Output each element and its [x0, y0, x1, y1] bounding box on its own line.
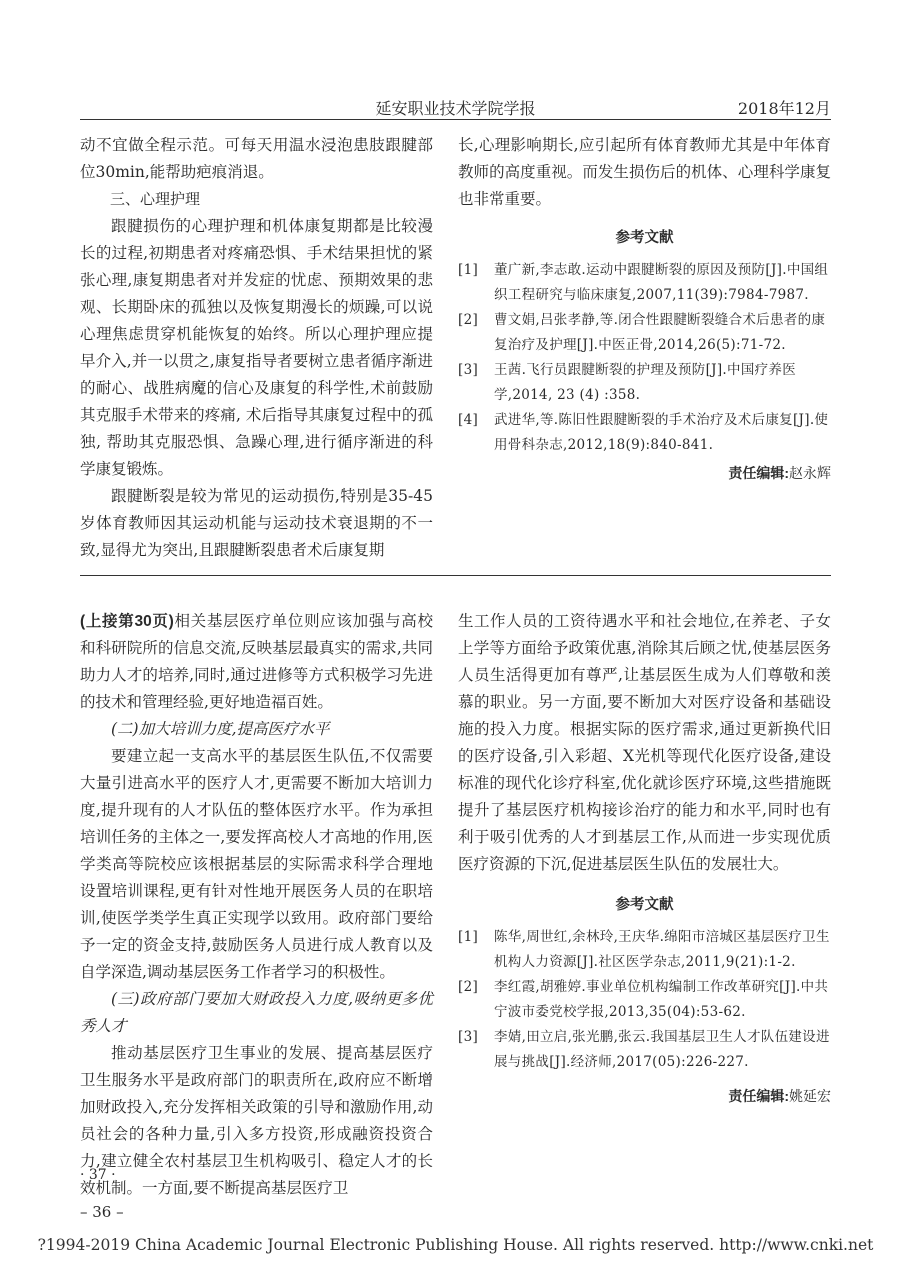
reference-text: 陈华,周世红,余林玲,王庆华.绵阳市涪城区基层医疗卫生机构人力资源[J].社区医学杂志,2011,9(21):1-2. — [494, 929, 830, 970]
references-heading: 参考文献 — [615, 897, 674, 913]
subsection-heading: (三)政府部门要加大财政投入力度,吸纳更多优秀人才 — [80, 990, 433, 1035]
paragraph-text: 相关基层医疗单位则应该加强与高校和科研院所的信息交流,反映基层最真实的需求,共同助力人才的培养,同时,通过进修等方式积极学习先进的技术和管理经验,更好地造福百姓。 — [80, 612, 433, 711]
top-left-column — [80, 132, 433, 564]
responsible-editor — [458, 1083, 831, 1111]
page-marker: · 37 · — [80, 1167, 116, 1183]
paragraph: 推动基层医疗卫生事业的发展、提高基层医疗卫生服务水平是政府部门的职责所在,政府应不断增加财政投入,充分发挥相关政策的引导和激励作用,动员社会的各种力量,引入多方投资,形成融资投资合力,建立健全农村基层卫生机构吸引、稳定人才的长效机制。一方面,要不断提高基层医疗卫 — [80, 1044, 433, 1197]
paragraph: 动不宜做全程示范。可每天用温水浸泡患肢跟腱部位30min,能帮助疤痕消退。 — [80, 136, 433, 181]
reference-text: 李红霞,胡雅婷.事业单位机构编制工作改革研究[J].中共宁波市委党校学报,2013,35(04):53-62. — [494, 979, 829, 1020]
reference-number: [4] — [458, 412, 479, 428]
section-heading: 三、心理护理 — [110, 191, 201, 208]
paragraph: 跟腱损伤的心理护理和机体康复期都是比较漫长的过程,初期患者对疼痛恐惧、手术结果担忧的紧张心理,康复期患者对并发症的忧虑、预期效果的悲观、长期卧床的孤独以及恢复期漫长的烦躁,可以说心理焦虑贯穿机能恢复的始终。所以心理护理应提早介入,并一以贯之,康复指导者要树立患者循序渐进的耐心、战胜病魔的信心及康复的科学性,术前鼓励其克服手术带来的疼痛, 术后指导其康复过程中的孤独, 帮助其克服恐惧、急躁心理,进行循序渐进的科学康复锻炼。 — [80, 217, 433, 478]
reference-number: [2] — [458, 312, 479, 328]
reference-text: 武进华,等.陈旧性跟腱断裂的手术治疗及术后康复[J].使用骨科杂志,2012,18(9):840-841. — [494, 412, 829, 453]
reference-text: 董广新,李志敢.运动中跟腱断裂的原因及预防[J].中国组织工程研究与临床康复,2007,11(39):7984-7987. — [494, 262, 829, 303]
reference-number: [2] — [458, 979, 479, 995]
reference-item — [458, 408, 831, 458]
reference-number: [3] — [458, 362, 479, 378]
issue-date: 2018年12月 — [737, 99, 831, 118]
reference-number: [1] — [458, 262, 479, 278]
page-number: – 36 – — [80, 1203, 124, 1221]
reference-text: 李婧,田立启,张光鹏,张云.我国基层卫生人才队伍建设进展与挑战[J].经济师,2017(05):226-227. — [494, 1029, 830, 1070]
top-right-column — [458, 132, 831, 488]
reference-number: [1] — [458, 929, 479, 945]
continuation-label: (上接第30页) — [80, 613, 174, 630]
reference-item — [458, 358, 831, 408]
paragraph: 跟腱断裂是较为常见的运动损伤,特别是35-45岁体育教师因其运动机能与运动技术衰退期的不一致,显得尤为突出,且跟腱断裂患者术后康复期 — [80, 487, 433, 559]
bottom-right-column — [458, 608, 831, 1111]
editor-name: 姚延宏 — [789, 1089, 831, 1105]
paragraph: 生工作人员的工资待遇水平和社会地位,在养老、子女上学等方面给予政策优惠,消除其后顾之忧,使基层医务人员生活得更加有尊严,让基层医生成为人们尊敬和羡慕的职业。另一方面,要不断加大对医疗设备和基础设施的投入力度。根据实际的医疗需求,通过更新换代旧的医疗设备,引入彩超、X光机等现代化医疗设备,建设标准的现代化诊疗科室,优化就诊医疗环境,这些措施既提升了基层医疗机构接诊治疗的能力和水平,同时也有利于吸引优秀的人才到基层工作,从而进一步实现优质医疗资源的下沉,促进基层医生队伍的发展壮大。 — [458, 612, 831, 873]
reference-item — [458, 1025, 831, 1075]
journal-title: 延安职业技术学院学报 — [375, 99, 536, 118]
reference-item — [458, 975, 831, 1025]
bottom-left-column — [80, 608, 433, 1202]
reference-text: 王茜.飞行员跟腱断裂的护理及预防[J].中国疗养医学,2014, 23 (4) :358. — [494, 362, 797, 403]
reference-text: 曹文娟,吕张孝静,等.闭合性跟腱断裂缝合术后患者的康复治疗及护理[J].中医正骨,2014,26(5):71-72. — [494, 312, 826, 353]
editor-label: 责任编辑: — [728, 465, 789, 481]
paragraph — [80, 608, 433, 716]
section-divider — [80, 575, 831, 576]
reference-item — [458, 925, 831, 975]
paragraph: 要建立起一支高水平的基层医生队伍,不仅需要大量引进高水平的医疗人才,更需要不断加大培训力度,提升现有的人才队伍的整体医疗水平。作为承担培训任务的主体之一,要发挥高校人才高地的作用,医学类高等院校应该根据基层的实际需求科学合理地设置培训课程,更有针对性地开展医务人员的在职培训,使医学类学生真正实现学以致用。政府部门要给予一定的资金支持,鼓励医务人员进行成人教育以及自学深造,调动基层医务工作者学习的积极性。 — [80, 747, 433, 981]
subsection-heading: (二)加大培训力度,提高医疗水平 — [111, 720, 330, 738]
reference-number: [3] — [458, 1029, 479, 1045]
editor-name: 赵永辉 — [789, 466, 831, 482]
reference-item — [458, 258, 831, 308]
copyright-footer: ?1994-2019 China Academic Journal Electronic Publishing House. All rights reserved. http://www.cnki.net — [37, 1236, 874, 1254]
header-rule — [80, 119, 831, 120]
paragraph: 长,心理影响期长,应引起所有体育教师尤其是中年体育教师的高度重视。而发生损伤后的机体、心理科学康复也非常重要。 — [458, 136, 831, 208]
references-heading: 参考文献 — [615, 230, 674, 246]
editor-label: 责任编辑: — [728, 1088, 789, 1104]
responsible-editor — [458, 460, 831, 488]
reference-item — [458, 308, 831, 358]
